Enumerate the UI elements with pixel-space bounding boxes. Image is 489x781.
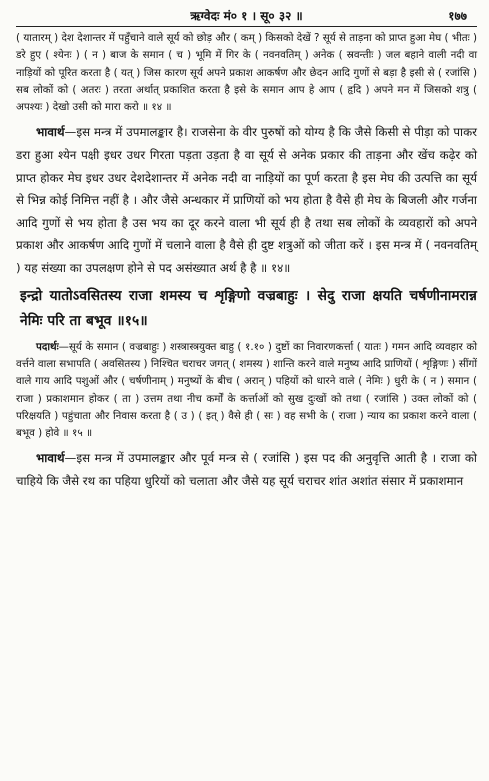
paragraph-p4 (16, 447, 477, 492)
paragraph-text: ( यातारम् ) देश देशान्तर में पहुँचाने वाले सूर्य को छोड़ और ( कम् ) किसको देखें ? सूर्य से ताड़ना को प्राप्त हुआ मेघ ( भीतः ) डरे हुए ( श्येनः ) ( न ) बाज के समान ( च ) भूमि में गिर के ( नवनवतिम् ) अनेक ( स्रवन्तीः ) जल बहाने वाली नदी वा नाड़ियों को पूरित करता है ( यत् ) जिस कारण सूर्य अपने प्रकाश आकर्षण और छेदन आदि गुणों से बड़ा है इसी से ( रजांसि ) सब लोकों को ( अतरः ) तरता अर्थात् प्रकाशित करता है इसे के समान आप हे आप ( हृदि ) अपने मन में जिसको शत्रु ( अपश्यः ) देखो उसी को मारा करो ॥ १४ ॥ (16, 32, 477, 114)
header-title: ऋग्वेदः मं० १ । सू० ३२ ॥ (190, 9, 303, 23)
paragraph-text: —इस मन्त्र में उपमालङ्कार है। राजसेना के वीर पुरुषों को योग्य है कि जैसे किसी से पीड़ा को पाकर डरा हुआ श्येन पक्षी इधर उधर गिरता पड़ता उड़ता है वा सूर्य से अनेक प्रकार की ताड़ना और खेंच कढ़ेर को प्राप्त होकर मेघ इधर उधर देशदेशान्तर में अनेक नदी वा नाड़ियों का पूर्ण करता है इस मेघ की उत्पत्ति का सूर्य से भिन्न कोई निमित्त नहीं है । और जैसे अन्धकार में प्राणियों को भय होता है वैसे ही मेघ के बिजली और गर्जना आदि गुणों से भय होता है उस भय का दूर करने वाला भी सूर्य ही है तथा सब लोकों के व्यवहारों को अपने प्रकाश और आकर्षण आदि गुणों में चलाने वाला है वैसे ही दुष्ट शत्रुओं को जीता करें । इस मन्त्र में ( नवनवतिम् ) यह संख्या का उपलक्षण होने से पद असंख्यात अर्थ है है ॥ १४॥ (16, 125, 477, 276)
paragraph-label: भावार्थ (36, 451, 65, 466)
page-number: १७७ (448, 9, 467, 23)
mantra-verse (20, 284, 477, 334)
paragraph-p3 (16, 339, 477, 443)
paragraph-p1 (16, 30, 477, 116)
paragraph-p2 (16, 121, 477, 279)
paragraph-text: —सूर्य के समान ( वज्रबाहुः ) शस्त्रास्त्रयुक्त बाहु ( १.१० ) दुष्टों का निवारणकर्त्ता ( यातः ) गमन आदि व्यवहार को वर्त्तने वाला सभापति ( अवसितस्य ) निश्चित चराचर जगत् ( शमस्य ) शान्ति करने वाले मनुष्य आदि प्राणियों ( शृङ्गिणः ) सींगों वाले गाय आदि पशुओं और ( चर्षणीनाम् ) मनुष्यों के बीच ( अरान् ) पहियों को धारने वाले ( नेमिः ) धुरी के ( न ) समान ( राजा ) प्रकाशमान होकर ( ता ) उत्तम तथा नीच कर्मों के कर्त्ताओं को सुख दुःखों को तथा ( रजांसि ) उक्त लोकों को ( परिक्षयति ) पहुंचाता और निवास करता है ( उ ) ( इत् ) वैसे ही ( सः ) वह सभी के ( राजा ) न्याय का प्रकाश करने वाला ( बभूव ) होवे ॥ १५ ॥ (16, 340, 477, 440)
paragraph-label: पदार्थः (36, 340, 59, 353)
paragraph-text: —इस मन्त्र में उपमालङ्कार और पूर्व मन्त्र से ( रजांसि ) इस पद की अनुवृत्ति आती है । राजा को चाहिये कि जैसे रथ का पहिया धुरियों को चलाता और जैसे यह सूर्य चराचर शांत अशांत संसार में प्रकाशमान (16, 451, 477, 489)
page-header (16, 4, 477, 27)
paragraph-text: इन्द्रो यातोऽवसितस्य राजा शमस्य च शृङ्गिणो वज्रबाहुः । सेदु राजा क्षयति चर्षणीनामरान्न नेमिः परि ता बभूव ॥१५॥ (20, 287, 477, 329)
page-body (16, 30, 477, 493)
paragraph-label: भावार्थ (36, 125, 65, 140)
